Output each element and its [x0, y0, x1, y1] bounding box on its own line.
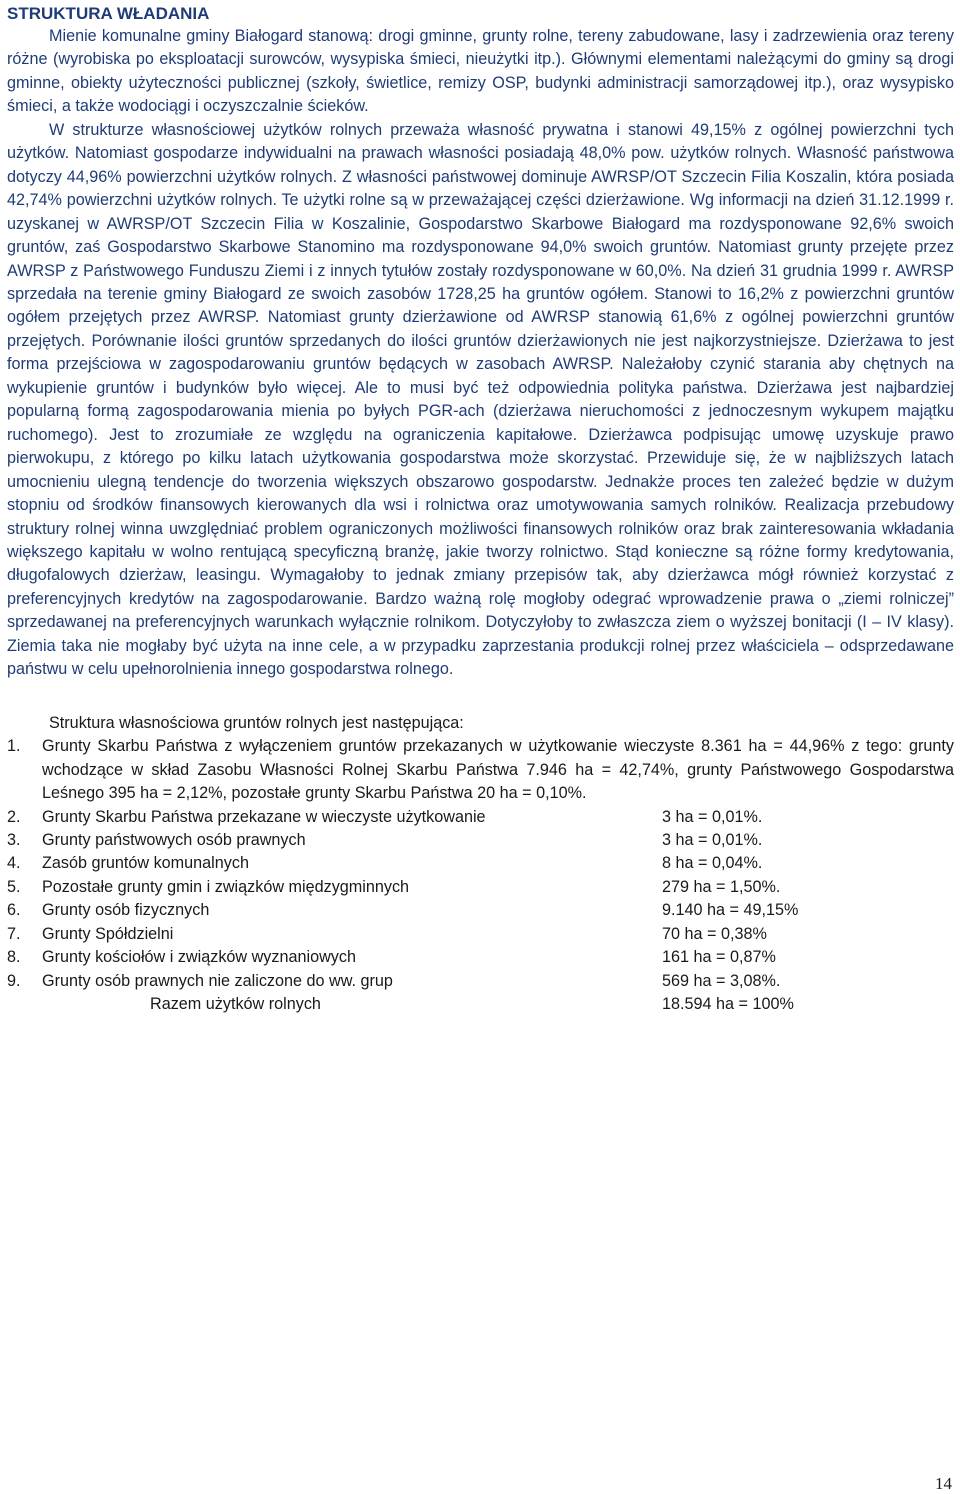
list-item	[7, 923, 954, 946]
list-item-text: Pozostałe grunty gmin i związków międzygminnych	[42, 877, 410, 896]
list-item-number: 4.	[7, 854, 21, 873]
list-item-value: 279 ha = 1,50%.	[662, 877, 781, 896]
list-item-text: Grunty Skarbu Państwa przekazane w wieczyste użytkowanie	[42, 807, 486, 826]
list-item-value: 70 ha = 0,38%	[662, 924, 767, 943]
list-item-value: 569 ha = 3,08%.	[662, 971, 781, 990]
list-item-value: 3 ha = 0,01%.	[662, 830, 763, 849]
list-item	[7, 970, 954, 993]
total-value: 18.594 ha = 100%	[662, 995, 794, 1014]
list-item-value: 8 ha = 0,04%.	[662, 854, 763, 873]
document-page	[7, 0, 954, 1017]
list-item-number: 1.	[7, 737, 21, 756]
list-intro: Struktura własnościowa gruntów rolnych jest następująca:	[49, 713, 464, 732]
list-item-text: Grunty Skarbu Państwa z wyłączeniem gruntów przekazanych w użytkowanie wieczyste 8.361 ha = 44,96% z tego: grunty wchodzące w skład Zasobu Własności Rolnej Skarbu Państwa 7.946 ha = 42,74%, grunty Państwowego Gospodarstwa Leśnego 395 ha = 2,12%, pozostałe grunty Skarbu Państwa 20 ha = 0,10%.	[42, 737, 954, 803]
list-item	[7, 806, 954, 829]
list-item	[7, 829, 954, 852]
list-item-text: Grunty państwowych osób prawnych	[42, 830, 306, 849]
list-item-number: 7.	[7, 924, 21, 943]
list-item	[7, 946, 954, 969]
list-item-value: 161 ha = 0,87%	[662, 948, 776, 967]
list-item	[7, 852, 954, 875]
page-number: 14	[935, 1474, 952, 1493]
paragraph-mienie-komunalne: Mienie komunalne gminy Białogard stanową: drogi gminne, grunty rolne, tereny zabudowane, lasy i zadrzewienia oraz tereny różne (wyrobiska po eksploatacji surowców, wysypiska śmieci, nieużytki itp.). Głównymi elementami należącymi do gminy są drogi gminne, obiekty użyteczności publicznej (szkoły, świetlice, remizy OSP, budynki administracji samorządowej itp.), oraz wysypisko śmieci, a także wodociągi i oczyszczalnie ścieków.	[7, 27, 954, 116]
list-item-text: Grunty osób prawnych nie zaliczone do ww. grup	[42, 971, 393, 990]
list-item-text: Zasób gruntów komunalnych	[42, 854, 249, 873]
list-item-text: Grunty osób fizycznych	[42, 901, 210, 920]
paragraph-struktura-wlasnosciowa: W strukturze własnościowej użytków rolnych przeważa własność prywatna i stanowi 49,15% z ogólnej powierzchni tych użytków. Natomiast gospodarze indywidualni na prawach własności posiadają 48,0% pow. użytków rolnych. Własność państwowa dotyczy 44,96% powierzchni użytków rolnych. Z własności państwowej dominuje AWRSP/OT Szczecin Filia Koszalin, która posiada 42,74% powierzchni użytków rolnych. Te użytki rolne są w przeważającej części dzierżawione. Wg informacji na dzień 31.12.1999 r. uzyskanej w AWRSP/OT Szczecin Filia w Koszalinie, Gospodarstwo Skarbowe Białogard ma rozdysponowane 92,6% swoich gruntów, zaś Gospodarstwo Skarbowe Stanomino ma rozdysponowane 94,0% swoich gruntów. Natomiast grunty przejęte przez AWRSP z Państwowego Funduszu Ziemi i z innych tytułów zostały rozdysponowane w 60,0%. Na dzień 31 grudnia 1999 r. AWRSP sprzedała na terenie gminy Białogard ze swoich zasobów 1728,25 ha gruntów ogółem. Stanowi to 16,2% z powierzchni gruntów ogółem przejętych przez AWRSP. Natomiast grunty dzierżawione od AWRSP stanowią 61,6% z ogólnej powierzchni gruntów przejętych. Porównanie ilości gruntów sprzedanych do ilości gruntów dzierżawionych nie jest najkorzystniejsze. Dzierżawa to jest forma przejściowa w zagospodarowaniu gruntów będących w zasobach AWRSP. Należałoby czynić starania aby chętnych na wykupienie gruntów i budynków było więcej. Ale to musi być też odpowiednia polityka państwa. Dzierżawa jest najbardziej popularną formą zagospodarowania mienia po byłych PGR-ach (dzierżawa nieruchomości z jednoczesnym wykupem majątku ruchomego). Jest to zrozumiałe ze względu na ograniczenia kapitałowe. Dzierżawca podpisując umowę uzyskuje prawo pierwokupu, z którego po kilku latach użytkowania gospodarstwa może skorzystać. Przewiduje się, że w najbliższych latach umocnieniu ulegną tendencje do tworzenia większych obszarowo gospodarstw. Jednakże proces ten zależeć będzie w dużym stopniu od środków finansowych kierowanych dla wsi i rolnictwa oraz umotywowania samych rolników. Realizacja przebudowy struktury rolnej winna uwzględniać problem ograniczonych możliwości finansowych rolników oraz brak zainteresowania wkładania większego kapitału w wolno rentującą specyficzną branżę, jakie tworzy rolnictwo. Stąd konieczne są różne formy kredytowania, długofalowych dzierżaw, leasingu. Wymagałoby to jednak zmiany przepisów tak, aby dzierżawca mógł również korzystać z preferencyjnych kredytów na zagospodarowanie. Bardzo ważną rolę mogłoby odegrać wprowadzenie prawa o „ziemi rolniczej” sprzedawanej na preferencyjnych warunkach wyłącznie rolnikom. Dotyczyłoby to zwłaszcza ziem o wyższej bonitacji (I – IV klasy). Ziemia taka nie mogłaby być użyta na inne cele, a w przypadku zaprzestania produkcji rolnej przez właściciela – odsprzedawane państwu w celu upełnorolnienia innego gospodarstwa rolnego.	[7, 120, 954, 679]
list-item-value: 3 ha = 0,01%.	[662, 807, 763, 826]
total-row	[7, 993, 954, 1016]
ownership-list	[7, 735, 954, 993]
list-item-number: 5.	[7, 877, 21, 896]
list-item	[7, 735, 954, 805]
list-item-number: 2.	[7, 807, 21, 826]
list-item-number: 3.	[7, 830, 21, 849]
list-item-number: 8.	[7, 948, 21, 967]
list-item-value: 9.140 ha = 49,15%	[662, 901, 799, 920]
list-item	[7, 899, 954, 922]
list-item	[7, 876, 954, 899]
list-item-text: Grunty Spółdzielni	[42, 924, 174, 943]
list-item-text: Grunty kościołów i związków wyznaniowych	[42, 948, 356, 967]
total-label: Razem użytków rolnych	[150, 995, 321, 1014]
list-item-number: 9.	[7, 971, 21, 990]
section-heading: STRUKTURA WŁADANIA	[7, 4, 210, 23]
list-item-number: 6.	[7, 901, 21, 920]
